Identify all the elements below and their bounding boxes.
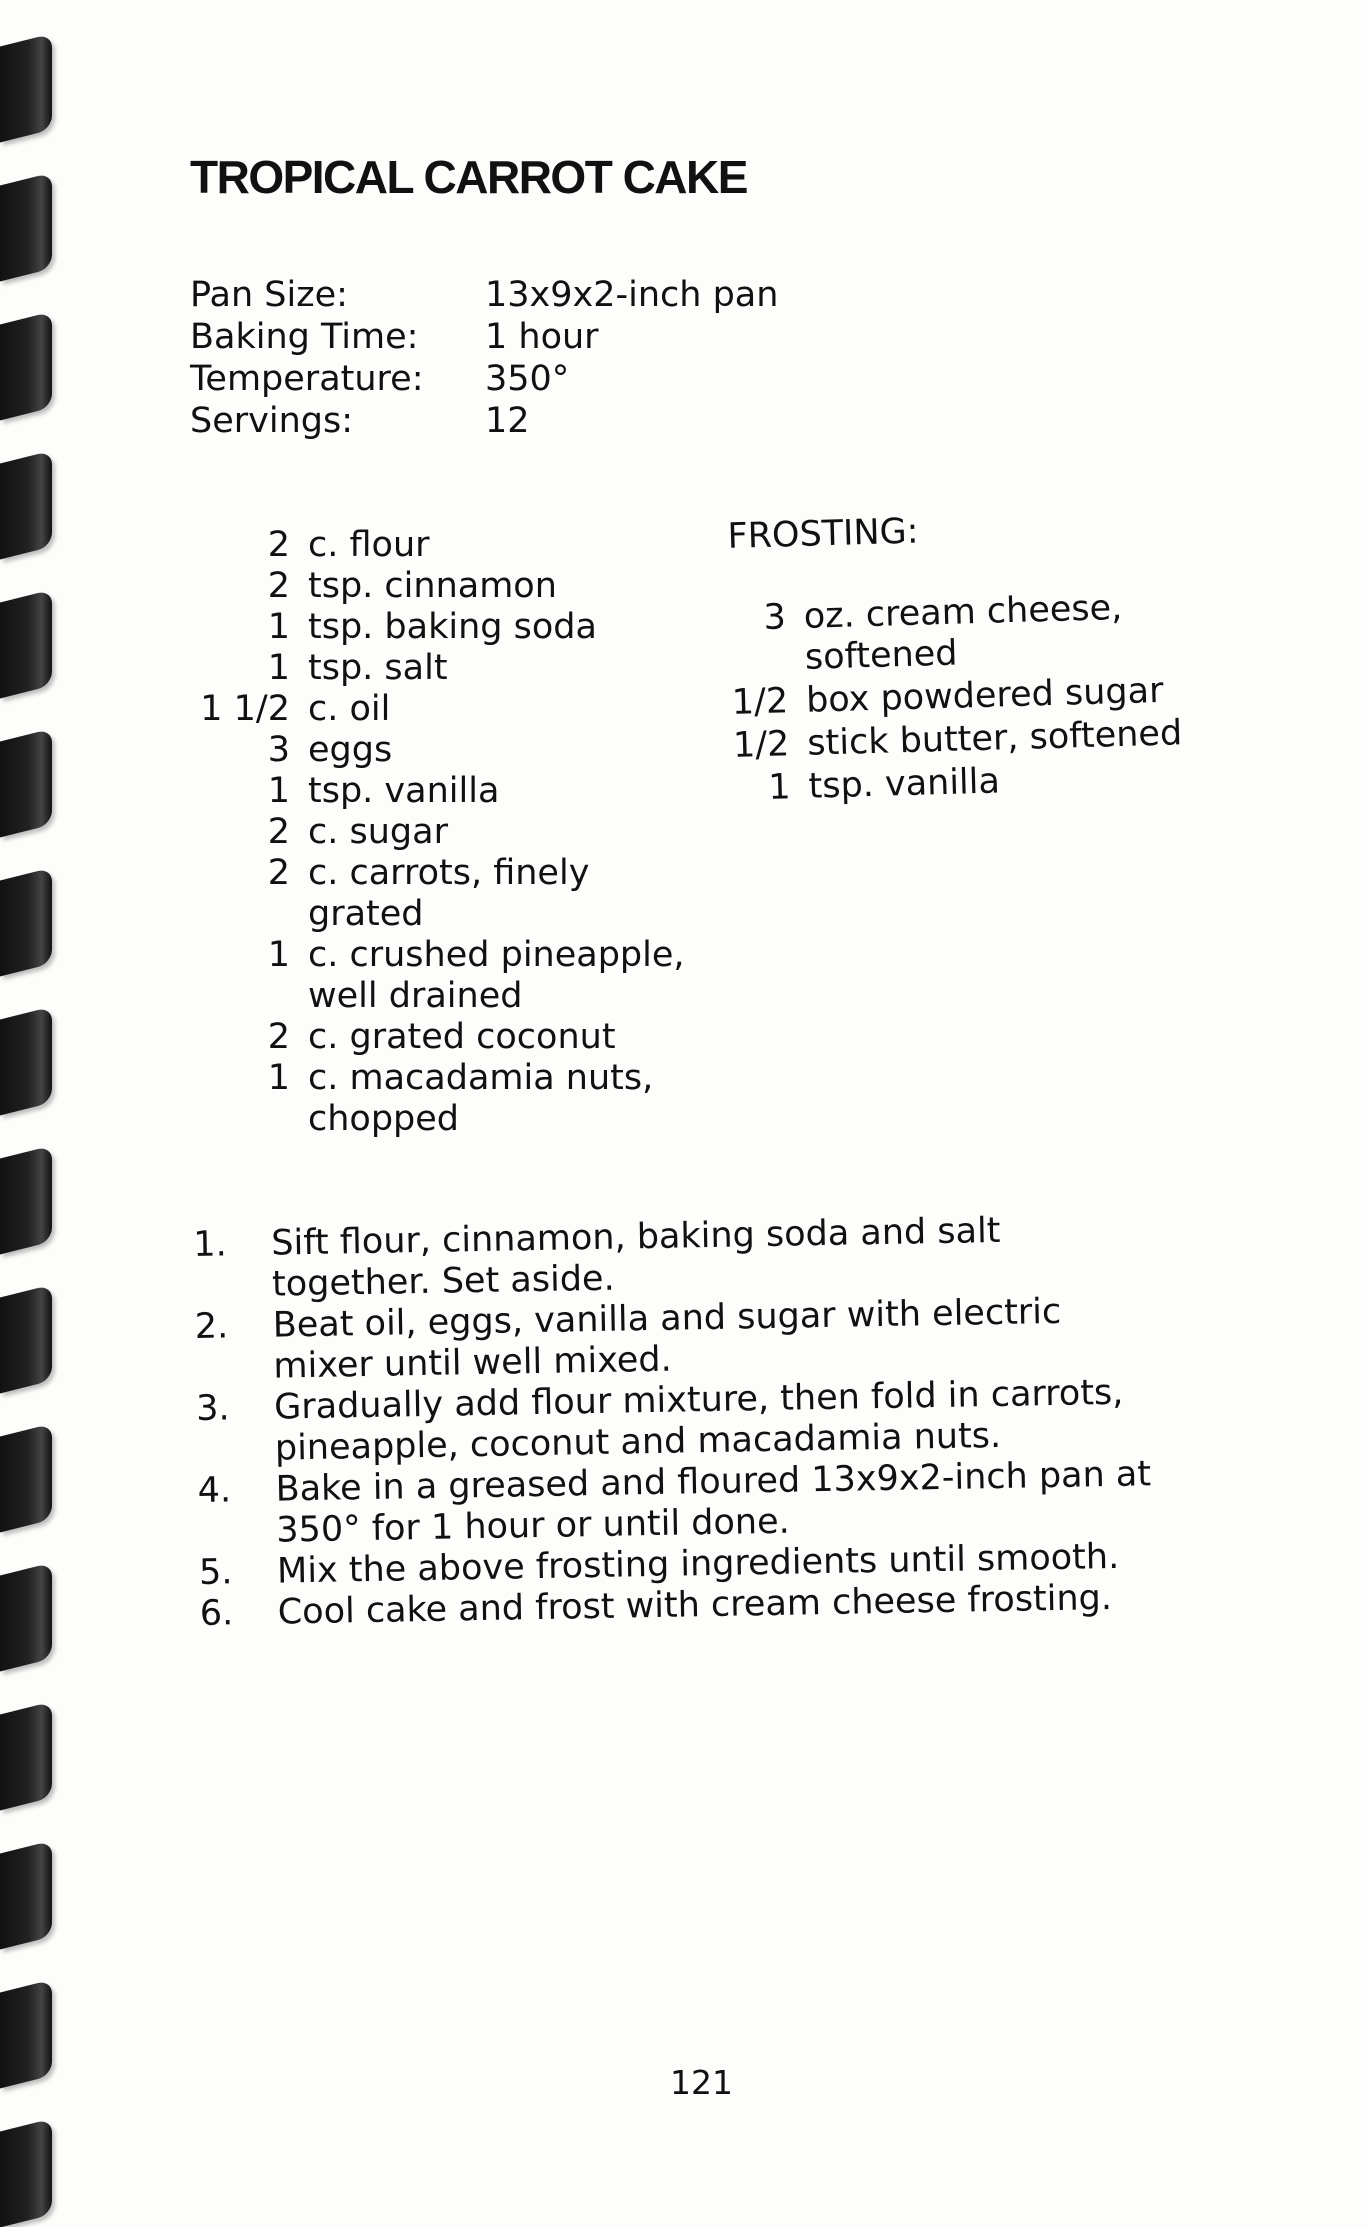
ingredient-text: chopped (308, 1099, 460, 1139)
info-value: 12 (485, 401, 530, 441)
ingredient-quantity-text: 3 (762, 597, 787, 638)
info-label: Temperature: (190, 359, 424, 399)
info-label: Servings: (190, 401, 354, 441)
binding-coil (0, 1146, 52, 1255)
ingredient-text: c. sugar (308, 812, 448, 852)
step-text: 350° for 1 hour or until done. (275, 1501, 791, 1551)
ingredient-text: tsp. vanilla (808, 761, 1001, 807)
binding-coil (0, 1285, 52, 1394)
step-number: 2. (194, 1306, 229, 1347)
binding-coil (0, 868, 52, 977)
binding-coil (0, 173, 52, 282)
step-text: Mix the above frosting ingredients until smooth. (276, 1536, 1120, 1592)
spiral-binding (0, 0, 70, 2200)
ingredient-quantity-text: 2 (267, 853, 290, 893)
ingredient-text: well drained (308, 976, 523, 1016)
binding-coil (0, 729, 52, 838)
ingredient-text: tsp. vanilla (308, 771, 500, 811)
ingredient-quantity-text: 2 (267, 812, 290, 852)
ingredient-quantity-text: 1/2 (732, 724, 790, 766)
step-number: 6. (199, 1593, 234, 1634)
info-label: Baking Time: (190, 317, 419, 357)
info-value: 13x9x2-inch pan (485, 275, 779, 315)
frosting-title: FROSTING: (726, 511, 920, 557)
step-text: Cool cake and frost with cream cheese frosting. (277, 1578, 1113, 1633)
ingredient-text: tsp. baking soda (308, 607, 597, 647)
step-text: Gradually add flour mixture, then fold in carrots, (273, 1372, 1124, 1428)
step-text: mixer until well mixed. (273, 1339, 673, 1387)
binding-coil (0, 1563, 52, 1672)
binding-coil (0, 451, 52, 560)
binding-coil (0, 1980, 52, 2089)
ingredient-quantity-text: 1 (267, 771, 290, 811)
ingredient-text: box powdered sugar (805, 670, 1164, 721)
recipe-title: TROPICAL CARROT CAKE (190, 151, 747, 203)
ingredient-text: c. crushed pineapple, (308, 935, 685, 975)
frosting-section (725, 502, 1245, 808)
ingredient-text: grated (308, 894, 424, 934)
ingredient-quantity-text: 1 (267, 648, 290, 688)
ingredient-text: c. carrots, finely (308, 853, 590, 893)
ingredient-quantity-text: 2 (267, 1017, 290, 1057)
step-number: 3. (195, 1388, 230, 1429)
ingredient-text: stick butter, softened (806, 713, 1183, 764)
info-value: 1 hour (485, 317, 599, 357)
ingredient-quantity-text: 1 (267, 607, 290, 647)
ingredient-quantity-text: 1 (267, 1058, 290, 1098)
directions-list (193, 1207, 1253, 1634)
step-text: Bake in a greased and floured 13x9x2-inch pan at (275, 1454, 1152, 1510)
info-value: 350° (485, 359, 570, 399)
ingredient-text: c. flour (308, 525, 430, 565)
ingredient-quantity-text: 1/2 (731, 681, 789, 723)
ingredient-quantity-text: 3 (267, 730, 290, 770)
step-number: 4. (197, 1470, 232, 1511)
binding-coil (0, 312, 52, 421)
ingredient-quantity-text: 2 (267, 566, 290, 606)
page-number: 121 (670, 2063, 733, 2102)
ingredient-text: c. grated coconut (308, 1017, 616, 1057)
binding-coil (0, 1424, 52, 1533)
binding-coil (0, 2119, 52, 2227)
ingredient-quantity-text: 1 (767, 767, 792, 808)
step-number: 1. (193, 1224, 228, 1265)
ingredient-quantity-text: 1 1/2 (200, 689, 290, 729)
binding-coil (0, 1702, 52, 1811)
binding-coil (0, 1007, 52, 1116)
ingredient-text: softened (804, 633, 959, 678)
ingredient-quantity-text: 1 (267, 935, 290, 975)
ingredient-text: tsp. cinnamon (308, 566, 557, 606)
step-text: pineapple, coconut and macadamia nuts. (274, 1415, 1002, 1469)
info-label: Pan Size: (190, 275, 348, 315)
ingredient-text: tsp. salt (308, 648, 448, 688)
step-number: 5. (198, 1552, 233, 1593)
step-text: Beat oil, eggs, vanilla and sugar with electric (272, 1291, 1062, 1346)
ingredient-text: eggs (308, 730, 393, 770)
step-text: Sift flour, cinnamon, baking soda and salt (270, 1210, 1001, 1264)
ingredient-text: oz. cream cheese, (803, 587, 1123, 637)
ingredient-quantity-text: 2 (267, 525, 290, 565)
ingredient-text: c. macadamia nuts, (308, 1058, 654, 1098)
step-text: together. Set aside. (271, 1258, 615, 1305)
ingredient-text: c. oil (308, 689, 391, 729)
binding-coil (0, 34, 52, 143)
binding-coil (0, 1841, 52, 1950)
binding-coil (0, 590, 52, 699)
